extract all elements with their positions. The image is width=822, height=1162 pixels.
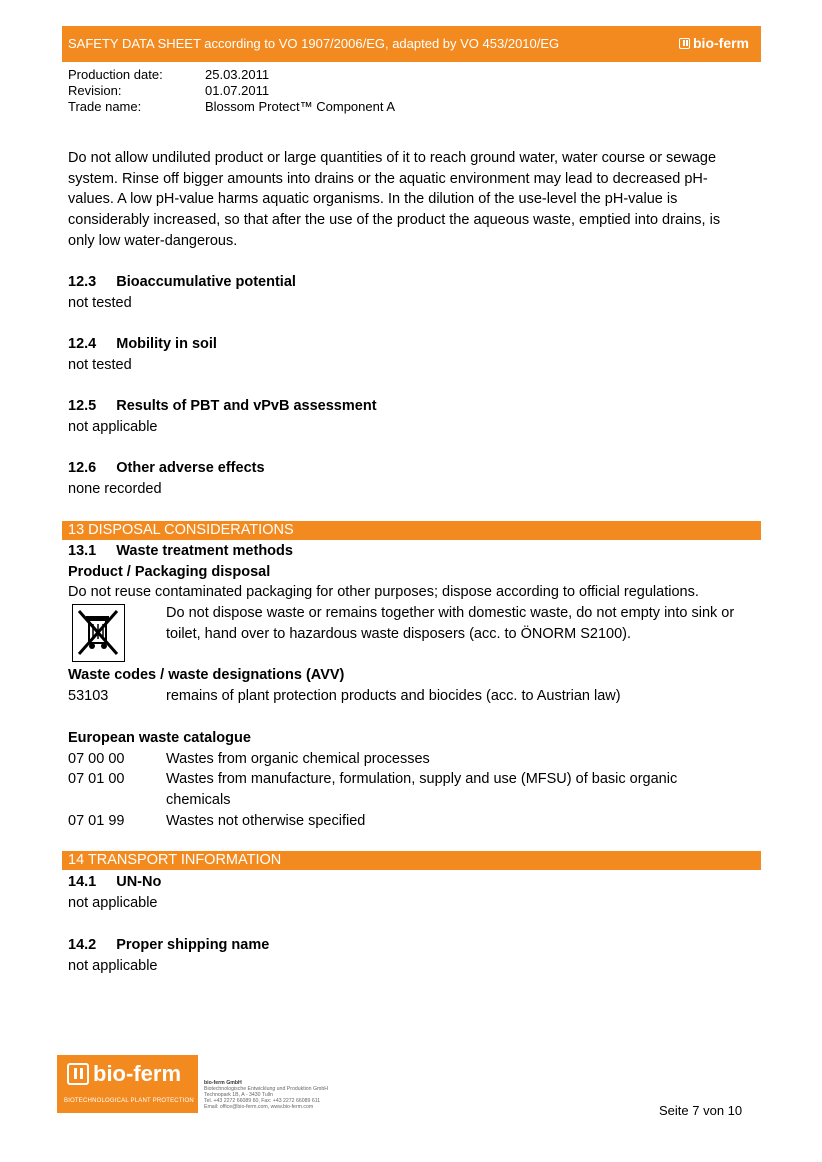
catalogue-code: 07 01 99	[68, 812, 125, 829]
european-waste-catalogue	[68, 728, 768, 831]
revision-value: 01.07.2011	[205, 83, 270, 98]
dispose-instructions	[166, 603, 766, 644]
footer-logo	[57, 1055, 198, 1113]
section-text: not applicable	[68, 894, 158, 911]
section-12-4	[68, 334, 217, 375]
waste-codes	[68, 665, 768, 707]
trade-name-value: Blossom Protect™ Component A	[205, 99, 396, 114]
section-text: not tested	[68, 356, 132, 373]
catalogue-row	[68, 811, 768, 832]
catalogue-text: Wastes from manufacture, formulation, supply and use (MFSU) of basic organic	[166, 771, 678, 788]
section-band-title: 13 DISPOSAL CONSIDERATIONS	[68, 522, 294, 538]
production-date-label: Production date:	[68, 67, 163, 82]
section-12-6	[68, 458, 265, 499]
contact-line: bio-ferm GmbH	[204, 1080, 242, 1086]
dispose-line: Do not dispose waste or remains together with domestic waste, do not empty into sink or	[166, 605, 735, 621]
section-13-band	[62, 521, 761, 540]
logo-icon	[679, 38, 690, 49]
section-title: Bioaccumulative potential	[116, 274, 296, 290]
footer-brand	[67, 1061, 181, 1087]
section-number: 13.1	[68, 543, 97, 559]
section-title: Waste treatment methods	[116, 543, 293, 559]
header-bar	[62, 26, 761, 62]
section-text: not applicable	[68, 957, 158, 974]
waste-code: 53103	[68, 687, 109, 704]
section-number: 12.4	[68, 336, 97, 352]
footer-tagline: BIOTECHNOLOGICAL PLANT PROTECTION	[64, 1098, 194, 1104]
footer-logo-text: bio-ferm	[93, 1061, 181, 1086]
intro-line: system. Rinse off bigger amounts into drains or the aquatic environment may lead to decreased pH-	[68, 170, 708, 187]
catalogue-text: Wastes from organic chemical processes	[166, 750, 430, 767]
production-date-value: 25.03.2011	[205, 67, 270, 82]
section-12-5	[68, 396, 377, 437]
section-title: Results of PBT and vPvB assessment	[116, 398, 377, 414]
section-number: 12.6	[68, 460, 97, 476]
section-title: UN-No	[116, 874, 162, 890]
section-text: not applicable	[68, 418, 158, 435]
catalogue-heading: European waste catalogue	[68, 730, 251, 746]
document-title: SAFETY DATA SHEET according to VO 1907/2006/EG, adapted by VO 453/2010/EG	[68, 36, 560, 51]
header-logo-text: bio-ferm	[693, 35, 749, 51]
section-text: none recorded	[68, 480, 162, 497]
section-14-1	[68, 872, 161, 913]
section-text: not tested	[68, 294, 132, 311]
section-14-2	[68, 935, 269, 976]
dispose-line: toilet, hand over to hazardous waste disposers (acc. to ÖNORM S2100).	[166, 625, 632, 642]
waste-codes-heading: Waste codes / waste designations (AVV)	[68, 667, 345, 683]
reuse-text: Do not reuse contaminated packaging for other purposes; dispose according to official regulations.	[68, 584, 699, 601]
header-logo	[679, 35, 749, 51]
page-number: Seite 7 von 10	[659, 1103, 743, 1118]
product-packaging-heading: Product / Packaging disposal	[68, 563, 271, 580]
catalogue-row	[68, 769, 768, 810]
crossed-out-wheelie-bin-icon	[72, 604, 125, 662]
section-14-band	[62, 851, 761, 870]
section-number: 12.3	[68, 274, 97, 290]
intro-line: only low water-dangerous.	[68, 232, 238, 249]
intro-line: Do not allow undiluted product or large quantities of it to reach ground water, water course or sewage	[68, 150, 717, 166]
section-title: Proper shipping name	[116, 937, 270, 953]
contact-line: Technopark 1B, A - 3430 Tulln	[204, 1092, 273, 1098]
section-title: Other adverse effects	[116, 460, 265, 476]
trade-name-label: Trade name:	[68, 99, 142, 114]
revision-label: Revision:	[68, 83, 122, 98]
section-band-title: 14 TRANSPORT INFORMATION	[68, 852, 282, 868]
section-title: Mobility in soil	[116, 336, 217, 352]
intro-line: values. A low pH-value harms aquatic organisms. In the dilution of the use-level the pH-value is	[68, 191, 678, 208]
catalogue-code: 07 00 00	[68, 750, 125, 767]
section-number: 14.1	[68, 874, 97, 890]
section-number: 14.2	[68, 937, 97, 953]
waste-code-text: remains of plant protection products and biocides (acc. to Austrian law)	[166, 687, 621, 704]
logo-icon	[67, 1063, 89, 1085]
catalogue-text: chemicals	[166, 792, 231, 809]
section-number: 12.5	[68, 398, 97, 414]
contact-line: Email: office@bio-ferm.com, www.bio-ferm.com	[204, 1104, 314, 1110]
section-12-3	[68, 272, 296, 313]
footer-contact	[204, 1080, 328, 1110]
catalogue-row	[68, 749, 768, 770]
contact-line: Biotechnologische Entwicklung und Produktion GmbH	[204, 1086, 328, 1092]
contact-line: Tel. +43 2272 66089 60, Fax: +43 2272 66089 611	[204, 1098, 321, 1104]
section-13-body	[68, 541, 768, 603]
intro-line: considerably increased, so that after the use of the product the aqueous waste, emptied into drains, is	[68, 212, 721, 229]
catalogue-code: 07 01 00	[68, 771, 125, 788]
intro-paragraph	[68, 148, 768, 252]
catalogue-text: Wastes not otherwise specified	[166, 812, 366, 829]
